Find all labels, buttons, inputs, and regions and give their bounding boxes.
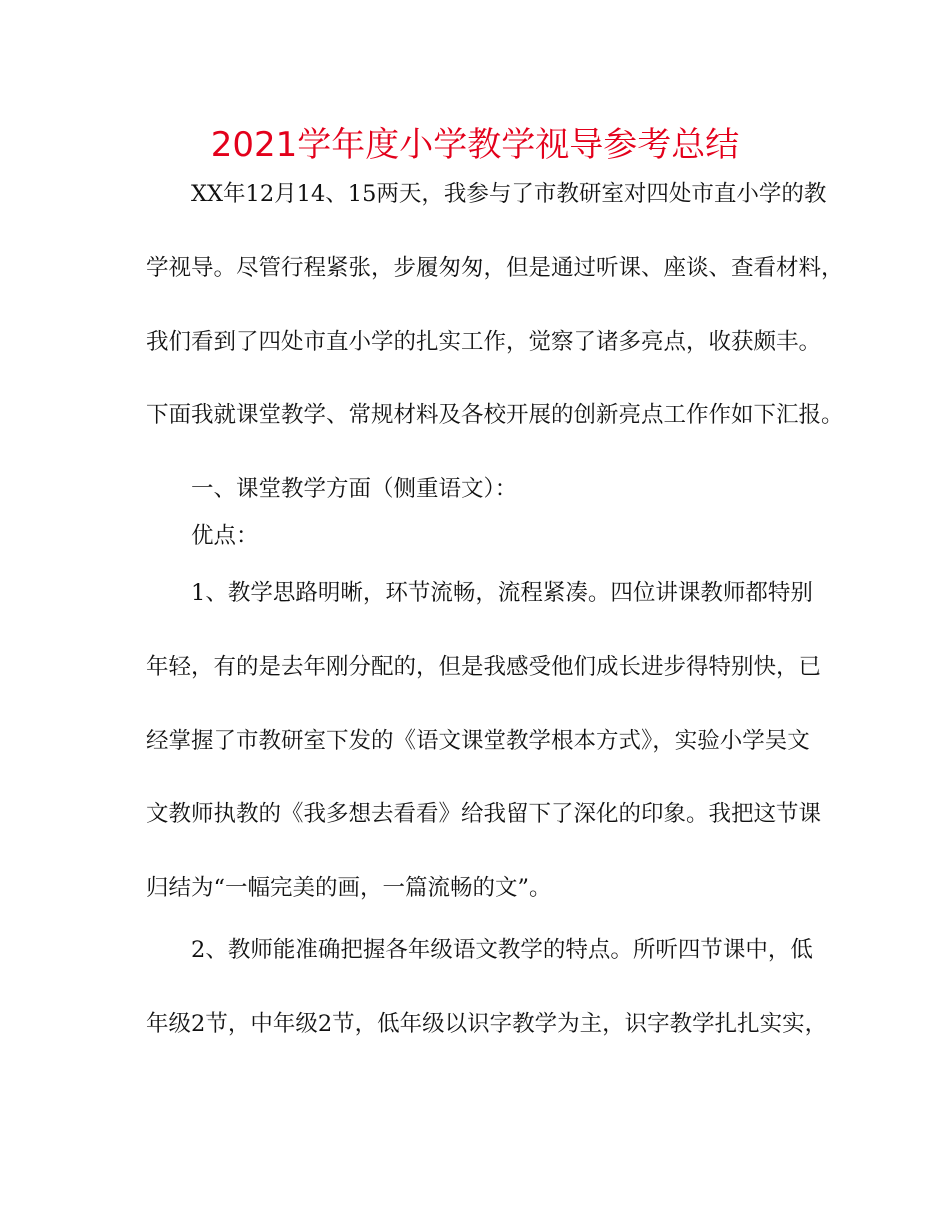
paragraph-line: 年级2节，中年级2节，低年级以识字教学为主，识字教学扎扎实实，	[146, 1011, 828, 1037]
paragraph-line: 文教师执教的《我多想去看看》给我留下了深化的印象。我把这节课	[146, 801, 822, 827]
paragraph-line: 学视导。尽管行程紧张，步履匆匆，但是通过听课、座谈、查看材料，	[146, 255, 844, 281]
paragraph-line: XX年12月14、15两天，我参与了市教研室对四处市直小学的教	[191, 181, 827, 207]
paragraph-line: 年轻，有的是去年刚分配的，但是我感受他们成长进步得特别快，已	[146, 654, 822, 680]
paragraph-line: 1、教学思路明晰，环节流畅，流程紧凑。四位讲课教师都特别	[191, 580, 813, 606]
paragraph-line: 我们看到了四处市直小学的扎实工作，觉察了诸多亮点，收获颇丰。	[146, 329, 822, 355]
paragraph-line: 2、教师能准确把握各年级语文教学的特点。所听四节课中，低	[191, 937, 813, 963]
document-title: 2021学年度小学教学视导参考总结	[210, 125, 740, 165]
paragraph-line: 下面我就课堂教学、常规材料及各校开展的创新亮点工作作如下汇报。	[146, 402, 844, 428]
subsection-heading: 优点：	[191, 523, 259, 549]
section-heading: 一、课堂教学方面（侧重语文）：	[191, 476, 518, 502]
paragraph-line: 经掌握了市教研室下发的《语文课堂教学根本方式》，实验小学吴文	[146, 728, 810, 754]
paragraph-line: 归结为“一幅完美的画，一篇流畅的文”。	[146, 875, 552, 901]
